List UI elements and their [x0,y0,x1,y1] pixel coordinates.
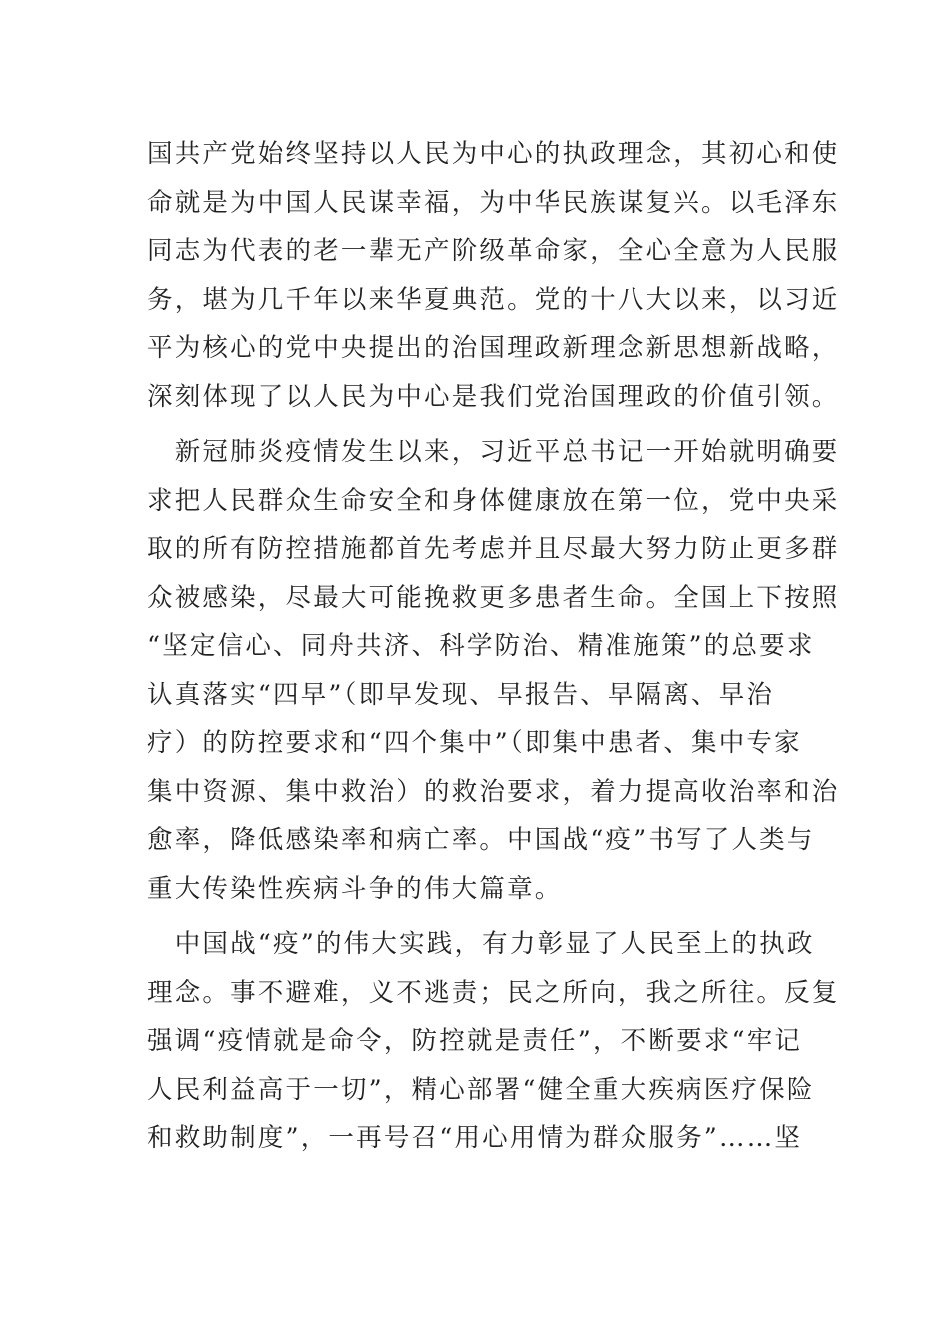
text-line: 理念。事不避难，义不逃责；民之所向，我之所往。反复 [147,977,840,1008]
text-line: 同志为代表的老一辈无产阶级革命家，全心全意为人民服 [147,236,840,266]
text-line: 国共产党始终坚持以人民为中心的执政理念，其初心和使 [147,139,840,169]
text-line: 强调“疫情就是命令，防控就是责任”，不断要求“牢记 [147,1026,803,1056]
text-line: 中国战“疫”的伟大实践，有力彰显了人民至上的执政 [147,929,815,959]
text-line: 取的所有防控措施都首先考虑并且尽最大努力防止更多群 [147,534,840,564]
document-body [147,130,840,1163]
text-line: 命就是为中国人民谋幸福，为中华民族谋复兴。以毛泽东 [147,187,840,218]
paragraph-3 [147,920,840,1163]
text-line: “坚定信心、同舟共济、科学防治、精准施策”的总要求 [147,631,815,661]
text-line: 重大传染性疾病斗争的伟大篇章。 [147,873,563,904]
text-line: 平为核心的党中央提出的治国理政新理念新思想新战略， [147,333,840,363]
text-line: 人民利益高于一切”，精心部署“健全重大疾病医疗保险 [147,1074,815,1105]
text-line: 愈率，降低感染率和病亡率。中国战“疫”书写了人类与 [147,825,815,855]
text-line: 新冠肺炎疫情发生以来，习近平总书记一开始就明确要 [147,437,840,467]
text-line: 认真落实“四早”（即早发现、早报告、早隔离、早治 [147,679,775,710]
text-line: 务，堪为几千年以来华夏典范。党的十八大以来，以习近 [147,284,840,315]
text-line: 和救助制度”，一再号召“用心用情为群众服务”……坚 [147,1123,803,1153]
text-line: 深刻体现了以人民为中心是我们党治国理政的价值引领。 [147,381,840,412]
paragraph-1 [147,130,840,421]
text-line: 集中资源、集中救治）的救治要求，着力提高收治率和治 [147,776,840,807]
text-line: 疗）的防控要求和“四个集中”（即集中患者、集中专家 [147,728,802,758]
text-line: 求把人民群众生命安全和身体健康放在第一位，党中央采 [147,485,840,516]
text-line: 众被感染，尽最大可能挽救更多患者生命。全国上下按照 [147,582,840,613]
paragraph-2 [147,428,840,913]
